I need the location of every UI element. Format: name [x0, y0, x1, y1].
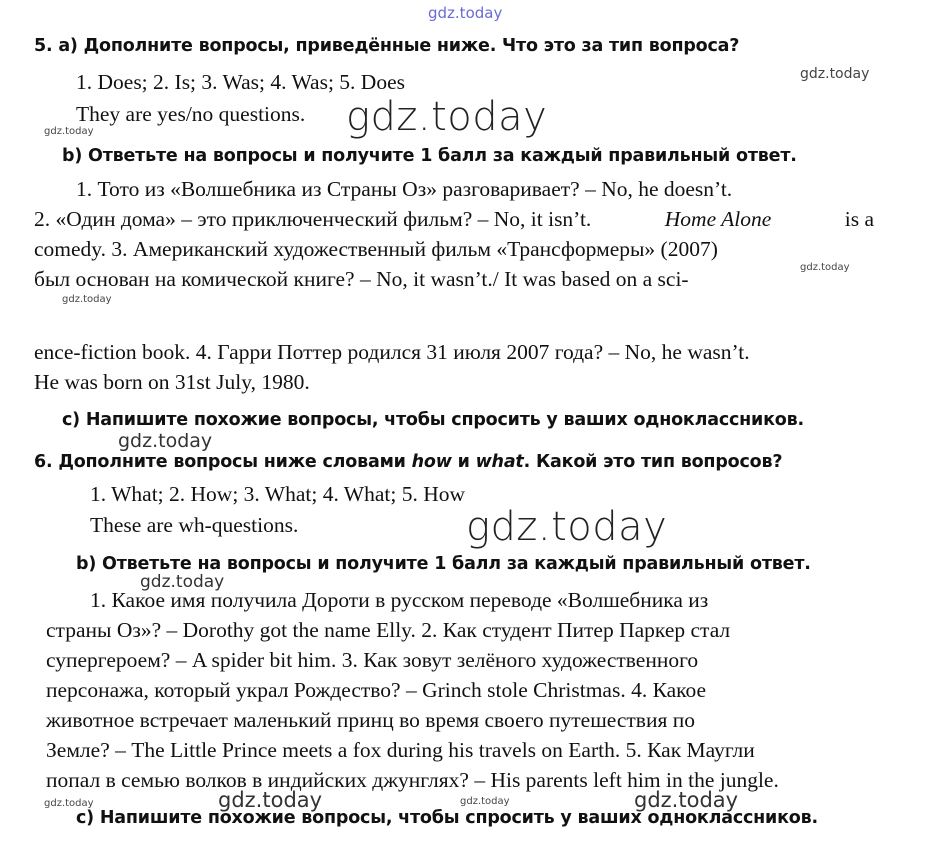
watermark-bottom-mid-2: gdz.today	[634, 788, 739, 812]
watermark-left-1: gdz.today	[44, 126, 94, 137]
watermark-big-1: gdz.today	[346, 94, 548, 140]
watermark-right-2: gdz.today	[800, 262, 850, 273]
watermark-bottom-mid-1: gdz.today	[218, 788, 323, 812]
watermark-big-2: gdz.today	[466, 504, 668, 550]
watermark-mid-1: gdz.today	[118, 430, 213, 452]
watermark-top: gdz.today	[428, 4, 503, 22]
ex6-b-line-6: Земле? – The Little Prince meets a fox during his travels on Earth. 5. Как Маугли	[46, 738, 755, 762]
ex6-b-line-7: попал в семью волков в индийских джунглях? – His parents left him in the jungle.	[46, 768, 779, 792]
ex5-a-answer-1: 1. Does; 2. Is; 3. Was; 4. Was; 5. Does	[76, 70, 405, 94]
ex6-a-answer-2: These are wh-questions.	[90, 513, 299, 537]
watermark-left-2: gdz.today	[62, 294, 112, 305]
watermark-bottom-left: gdz.today	[44, 798, 94, 809]
ex5-b-line-4: был основан на комической книге? – No, it wasn’t./ It was based on a sci-	[34, 267, 689, 291]
ex5-b-line-2-end: is a	[844, 207, 874, 231]
ex5-b-line-5: ence-fiction book. 4. Гарри Поттер родился 31 июля 2007 года? – No, he wasn’t.	[34, 340, 750, 364]
ex5-b-line-2-title: Home Alone	[664, 207, 772, 231]
ex6-a-heading-what: what	[475, 452, 524, 472]
ex5-a-answer-2: They are yes/no questions.	[76, 102, 306, 126]
ex5-b-heading: b) Ответьте на вопросы и получите 1 балл за каждый правильный ответ.	[62, 146, 797, 166]
ex6-b-line-5: животное встречает маленький принц во время своего путешествия по	[46, 708, 695, 732]
watermark-mid-2: gdz.today	[140, 572, 225, 592]
ex6-b-line-3: супергероем? – A spider bit him. 3. Как зовут зелёного художественного	[46, 648, 699, 672]
watermark-bottom-center: gdz.today	[460, 796, 510, 807]
ex6-b-heading: b) Ответьте на вопросы и получите 1 балл за каждый правильный ответ.	[76, 554, 811, 574]
ex6-b-line-1: 1. Какое имя получила Дороти в русском переводе «Волшебника из	[90, 588, 709, 612]
ex5-b-line-6: He was born on 31st July, 1980.	[34, 370, 310, 394]
ex5-b-line-1: 1. Тото из «Волшебника из Страны Оз» разговаривает? – No, he doesn’t.	[76, 177, 733, 201]
ex5-b-line-3: comedy. 3. Американский художественный фильм «Трансформеры» (2007)	[34, 237, 718, 261]
ex6-a-answer-1: 1. What; 2. How; 3. What; 4. What; 5. How	[90, 482, 466, 506]
ex6-a-heading-and: и	[457, 452, 470, 472]
ex5-a-heading: 5. a) Дополните вопросы, приведённые ниже. Что это за тип вопроса?	[34, 36, 740, 56]
ex5-c-heading: c) Напишите похожие вопросы, чтобы спросить у ваших одноклассников.	[62, 410, 804, 430]
ex6-b-line-4: персонажа, который украл Рождество? – Grinch stole Christmas. 4. Какое	[46, 678, 707, 702]
ex6-a-heading-how: how	[411, 452, 452, 472]
ex6-b-line-2: страны Оз»? – Dorothy got the name Elly. 2. Как студент Питер Паркер стал	[46, 618, 731, 642]
ex5-b-line-2	[34, 207, 874, 232]
ex6-a-heading	[34, 452, 782, 472]
watermark-right-1: gdz.today	[800, 66, 870, 82]
ex6-c-heading: c) Напишите похожие вопросы, чтобы спросить у ваших одноклассников.	[76, 808, 818, 828]
ex6-a-heading-end: . Какой это тип вопросов?	[523, 452, 783, 472]
ex5-b-line-2-text: 2. «Один дома» – это приключенческий фильм? – No, it isn’t.	[34, 207, 592, 231]
ex6-a-heading-start: 6. Дополните вопросы ниже словами	[34, 452, 406, 472]
